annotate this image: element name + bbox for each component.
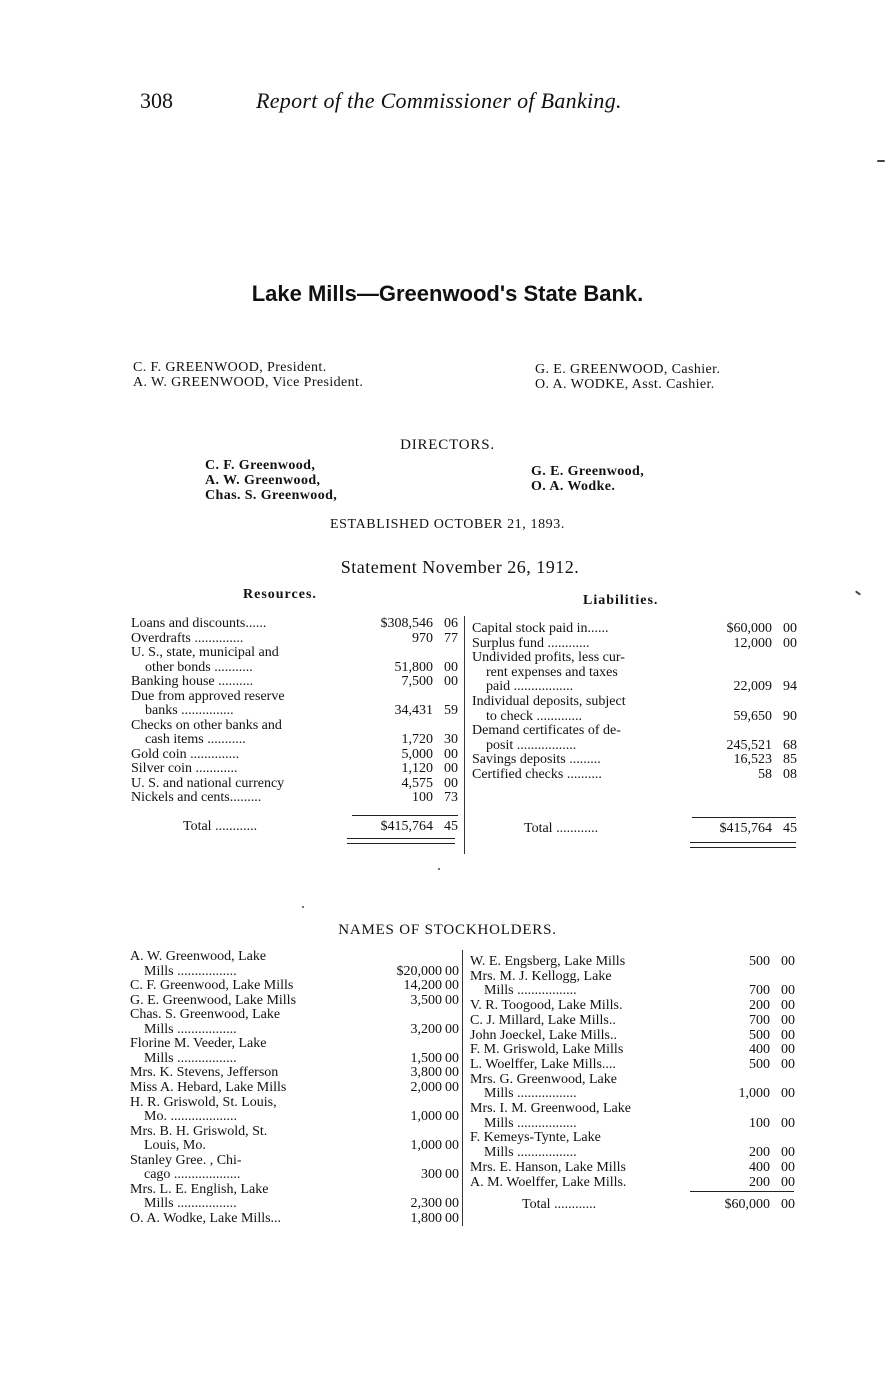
resources-total-cents: 45 — [444, 819, 458, 834]
director-left-2: Chas. S. Greenwood, — [205, 488, 338, 503]
stockholder-right-cents: 00 — [781, 1086, 795, 1102]
liabilities-cents: 94 — [783, 679, 797, 695]
stockholder-right-cents: 00 — [781, 983, 795, 999]
resources-dollars: 4,575 — [401, 775, 433, 791]
resources-label: Banking house .......... — [131, 674, 254, 689]
scan-speck — [855, 590, 861, 595]
liabilities-label: Savings deposits ......... — [472, 752, 601, 768]
resources-label: Gold coin .............. — [131, 746, 240, 762]
stockholder-left-label: Chas. S. Greenwood, Lake — [130, 1007, 281, 1023]
stockholder-right-label: Mrs. M. J. Kellogg, Lake — [470, 968, 612, 984]
stockholder-right-cents: 00 — [781, 1012, 795, 1028]
liabilities-label: Demand certificates of de- — [472, 723, 621, 739]
resources-label: banks ............... — [131, 703, 234, 718]
liabilities-cents: 85 — [783, 752, 797, 768]
stockholder-left-dollars: 1,500 — [410, 1050, 442, 1066]
liabilities-label: paid ................. — [472, 679, 574, 695]
stockholder-left-label: Mrs. L. E. English, Lake — [130, 1181, 269, 1197]
resources-label: Loans and discounts...... — [131, 616, 267, 631]
statement-title: Statement November 26, 1912. — [340, 557, 580, 577]
stockholder-right-cents: 00 — [781, 1042, 795, 1058]
stockholder-left-dollars: 3,200 — [410, 1021, 442, 1037]
stockholder-left-label: Mills ................. — [130, 1050, 237, 1066]
resources-label: cash items ........... — [131, 732, 246, 747]
stockholder-right-cents: 00 — [781, 1056, 795, 1072]
stockholder-left-label: Miss A. Hebard, Lake Mills — [130, 1079, 287, 1095]
stockholder-left-dollars: 1,800 — [410, 1210, 442, 1226]
liabilities-dollars: 58 — [758, 767, 772, 782]
liabilities-label: Undivided profits, less cur- — [472, 650, 625, 666]
stockholder-right-dollars: 1,000 — [738, 1086, 770, 1102]
statement-column-divider — [464, 616, 465, 854]
liabilities-total-label: Total ............ — [524, 821, 599, 836]
stockholder-right-cents: 00 — [781, 1174, 795, 1190]
stockholder-left-cents: 00 — [445, 1167, 459, 1183]
resources-dollars: 34,431 — [394, 703, 433, 718]
stockholder-right-cents: 00 — [781, 1159, 795, 1175]
liabilities-label: Surplus fund ............ — [472, 635, 590, 651]
stockholder-right-label: F. Kemeys-Tynte, Lake — [470, 1130, 601, 1146]
stockholders-column-divider — [462, 950, 463, 1226]
resources-dollars: 100 — [412, 790, 433, 805]
officer-cashier — [535, 362, 720, 377]
officer-left-0: C. F. GREENWOOD, President. — [133, 360, 327, 375]
stockholder-right-cents: 00 — [781, 1027, 795, 1043]
bank-title: Lake Mills—Greenwood's State Bank. — [251, 281, 644, 306]
stockholder-left-label: A. W. Greenwood, Lake — [130, 949, 267, 964]
resources-dollars: $308,546 — [380, 616, 433, 631]
liabilities-dollars: 59,650 — [733, 708, 772, 724]
stockholder-left-cents: 00 — [445, 992, 459, 1008]
resources-heading: Resources. — [243, 587, 317, 602]
stockholder-left-label: Mo. ................... — [130, 1109, 237, 1125]
officer-left-1: A. W. GREENWOOD, Vice President. — [133, 375, 364, 390]
liabilities-dollars: 245,521 — [726, 737, 772, 753]
officer-vice-president — [133, 375, 363, 390]
resources-label: Due from approved reserve — [131, 688, 285, 704]
stockholder-right-label: A. M. Woelffer, Lake Mills. — [470, 1174, 627, 1190]
stockholder-left-cents: 00 — [445, 978, 459, 994]
resources-dollars: 7,500 — [401, 674, 433, 689]
stockholder-left-dollars: 3,800 — [410, 1065, 442, 1081]
liabilities-label: posit ................. — [472, 737, 577, 753]
stockholder-left-cents: 00 — [445, 1065, 459, 1081]
directors-heading: DIRECTORS. — [400, 437, 495, 453]
stockholder-left-label: Mills ................. — [130, 1021, 237, 1037]
stockholder-right-dollars: 200 — [749, 998, 770, 1014]
director-right-0: G. E. Greenwood, — [531, 464, 645, 479]
running-title: Report of the Commissioner of Banking. — [256, 88, 622, 113]
stockholder-left-label: cago ................... — [130, 1167, 241, 1183]
resources-dollars: 1,720 — [401, 732, 433, 747]
resources-cents: 00 — [444, 659, 458, 675]
stockholder-left-dollars: 1,000 — [410, 1109, 442, 1125]
liabilities-total-dollars: $415,764 — [719, 821, 772, 836]
stockholder-right-label: Mrs. I. M. Greenwood, Lake — [470, 1101, 631, 1116]
resources-cents: 59 — [444, 703, 458, 718]
liabilities-cents: 00 — [783, 621, 797, 636]
stockholder-right-label: F. M. Griswold, Lake Mills — [470, 1042, 624, 1058]
stockholder-right-dollars: 500 — [749, 1027, 770, 1043]
stockholder-right-label: Mills ................. — [470, 983, 577, 999]
liabilities-cents: 08 — [783, 767, 797, 782]
stockholder-right-dollars: 400 — [749, 1042, 770, 1058]
stockholder-right-cents: 00 — [781, 1115, 795, 1131]
officer-asst-cashier — [535, 377, 715, 392]
resources-cents: 06 — [444, 616, 458, 631]
resources-total-double-rule — [347, 838, 455, 844]
stockholder-left-cents: 00 — [445, 1109, 459, 1125]
resources-cents: 73 — [444, 790, 458, 805]
stockholder-left-label: O. A. Wodke, Lake Mills... — [130, 1210, 282, 1226]
liabilities-total-double-rule — [690, 842, 796, 848]
liabilities-heading: Liabilities. — [583, 593, 659, 608]
page-number: 308 — [140, 88, 173, 113]
stockholder-left-label: Florine M. Veeder, Lake — [130, 1036, 267, 1052]
stockholder-left-label: Mills ................. — [130, 1196, 237, 1212]
stockholders-total-rule — [690, 1191, 794, 1192]
liabilities-dollars: $60,000 — [726, 621, 772, 636]
resources-total-label: Total ............ — [183, 819, 258, 834]
stockholder-right-dollars: 700 — [749, 983, 770, 999]
liabilities-dollars: 22,009 — [733, 679, 772, 695]
stockholder-right-cents: 00 — [781, 998, 795, 1014]
stockholder-right-label: John Joeckel, Lake Mills.. — [470, 1027, 617, 1043]
stockholder-right-label: Mrs. E. Hanson, Lake Mills — [470, 1159, 626, 1175]
liabilities-total-cents: 45 — [783, 821, 797, 836]
officer-right-0: G. E. GREENWOOD, Cashier. — [535, 362, 721, 377]
stockholder-right-label: W. E. Engsberg, Lake Mills — [470, 954, 626, 969]
stockholder-left-cents: 00 — [445, 1079, 459, 1095]
resources-label: Checks on other banks and — [131, 717, 282, 733]
stockholder-right-label: Mills ................. — [470, 1086, 577, 1102]
resources-cents: 30 — [444, 732, 458, 747]
resources-label: U. S. and national currency — [131, 775, 285, 791]
resources-dollars: 970 — [412, 630, 433, 646]
liabilities-total-rule — [692, 817, 796, 818]
liabilities-label: rent expenses and taxes — [472, 664, 618, 680]
stockholder-left-label: C. F. Greenwood, Lake Mills — [130, 978, 294, 994]
stockholder-right-dollars: 500 — [749, 954, 770, 969]
resources-total-rule — [352, 815, 458, 816]
stockholder-left-cents: 00 — [445, 1138, 459, 1154]
liabilities-cents: 00 — [783, 635, 797, 651]
resources-cents: 00 — [444, 746, 458, 762]
stockholder-left-label: Mrs. B. H. Griswold, St. — [130, 1123, 268, 1139]
stockholder-left-label: Mills ................. — [130, 963, 237, 979]
stockholder-left-label: H. R. Griswold, St. Louis, — [130, 1094, 277, 1110]
resources-cents: 00 — [444, 674, 458, 689]
scan-speck — [302, 906, 304, 908]
liabilities-label: Individual deposits, subject — [472, 694, 626, 709]
scan-speck — [877, 160, 885, 162]
stockholder-right-dollars: 200 — [749, 1174, 770, 1190]
stockholder-left-dollars: 2,300 — [410, 1196, 442, 1212]
stockholder-left-cents: 00 — [445, 1021, 459, 1037]
stockholder-left-label: Stanley Gree. , Chi- — [130, 1152, 242, 1168]
stockholder-right-label: Mills ................. — [470, 1115, 577, 1131]
resources-label: other bonds ........... — [131, 659, 253, 675]
officer-president — [133, 360, 327, 375]
stockholder-left-dollars: 300 — [421, 1167, 442, 1183]
stockholder-left-dollars: 14,200 — [403, 978, 442, 994]
stockholder-left-dollars: 1,000 — [410, 1138, 442, 1154]
stockholder-right-dollars: 200 — [749, 1145, 770, 1161]
officer-right-1: O. A. WODKE, Asst. Cashier. — [535, 377, 715, 392]
stockholder-right-label: L. Woelffer, Lake Mills.... — [470, 1056, 616, 1072]
stockholders-total-dollars: $60,000 — [724, 1197, 770, 1212]
stockholder-left-dollars: $20,000 — [396, 963, 442, 979]
resources-label: Overdrafts .............. — [131, 630, 244, 646]
stockholders-total-label: Total ............ — [522, 1197, 597, 1212]
stockholder-left-cents: 00 — [445, 1196, 459, 1212]
resources-dollars: 5,000 — [401, 746, 433, 762]
liabilities-cents: 68 — [783, 737, 797, 753]
stockholder-right-dollars: 100 — [749, 1115, 770, 1131]
director-left-1: A. W. Greenwood, — [205, 473, 321, 488]
liabilities-dollars: 16,523 — [733, 752, 772, 768]
stockholder-left-cents: 00 — [445, 1210, 459, 1226]
liabilities-label: Capital stock paid in...... — [472, 621, 609, 636]
liabilities-dollars: 12,000 — [733, 635, 772, 651]
resources-cents: 00 — [444, 775, 458, 791]
liabilities-label: to check ............. — [472, 708, 583, 724]
stockholders-total-cents: 00 — [781, 1197, 795, 1212]
stockholder-left-label: Louis, Mo. — [130, 1138, 206, 1154]
director-left-0: C. F. Greenwood, — [205, 458, 316, 473]
liabilities-label: Certified checks .......... — [472, 767, 602, 782]
resources-total-dollars: $415,764 — [380, 819, 433, 834]
resources-label: Silver coin ............ — [131, 761, 238, 776]
stockholder-right-cents: 00 — [781, 1145, 795, 1161]
stockholder-right-dollars: 700 — [749, 1012, 770, 1028]
stockholder-left-label: G. E. Greenwood, Lake Mills — [130, 992, 297, 1008]
stockholder-left-cents: 00 — [445, 1050, 459, 1066]
resources-dollars: 51,800 — [394, 659, 433, 675]
resources-dollars: 1,120 — [401, 761, 433, 776]
stockholders-heading: NAMES OF STOCKHOLDERS. — [338, 922, 557, 938]
stockholder-right-label: C. J. Millard, Lake Mills.. — [470, 1012, 616, 1028]
director-right-1: O. A. Wodke. — [531, 479, 616, 494]
scan-speck — [438, 868, 440, 870]
stockholder-right-label: Mrs. G. Greenwood, Lake — [470, 1071, 617, 1087]
established-line: ESTABLISHED OCTOBER 21, 1893. — [330, 517, 565, 532]
resources-label: Nickels and cents......... — [131, 790, 262, 805]
stockholder-right-cents: 00 — [781, 954, 795, 969]
stockholder-right-label: Mills ................. — [470, 1145, 577, 1161]
stockholder-right-dollars: 500 — [749, 1056, 770, 1072]
resources-label: U. S., state, municipal and — [131, 645, 279, 660]
stockholder-left-dollars: 2,000 — [410, 1079, 442, 1095]
stockholder-right-dollars: 400 — [749, 1159, 770, 1175]
stockholder-left-cents: 00 — [445, 963, 459, 979]
resources-cents: 00 — [444, 761, 458, 776]
liabilities-cents: 90 — [783, 708, 797, 724]
resources-cents: 77 — [444, 630, 458, 646]
stockholder-left-dollars: 3,500 — [410, 992, 442, 1008]
stockholder-right-label: V. R. Toogood, Lake Mills. — [470, 998, 623, 1014]
stockholder-left-label: Mrs. K. Stevens, Jefferson — [130, 1065, 279, 1081]
